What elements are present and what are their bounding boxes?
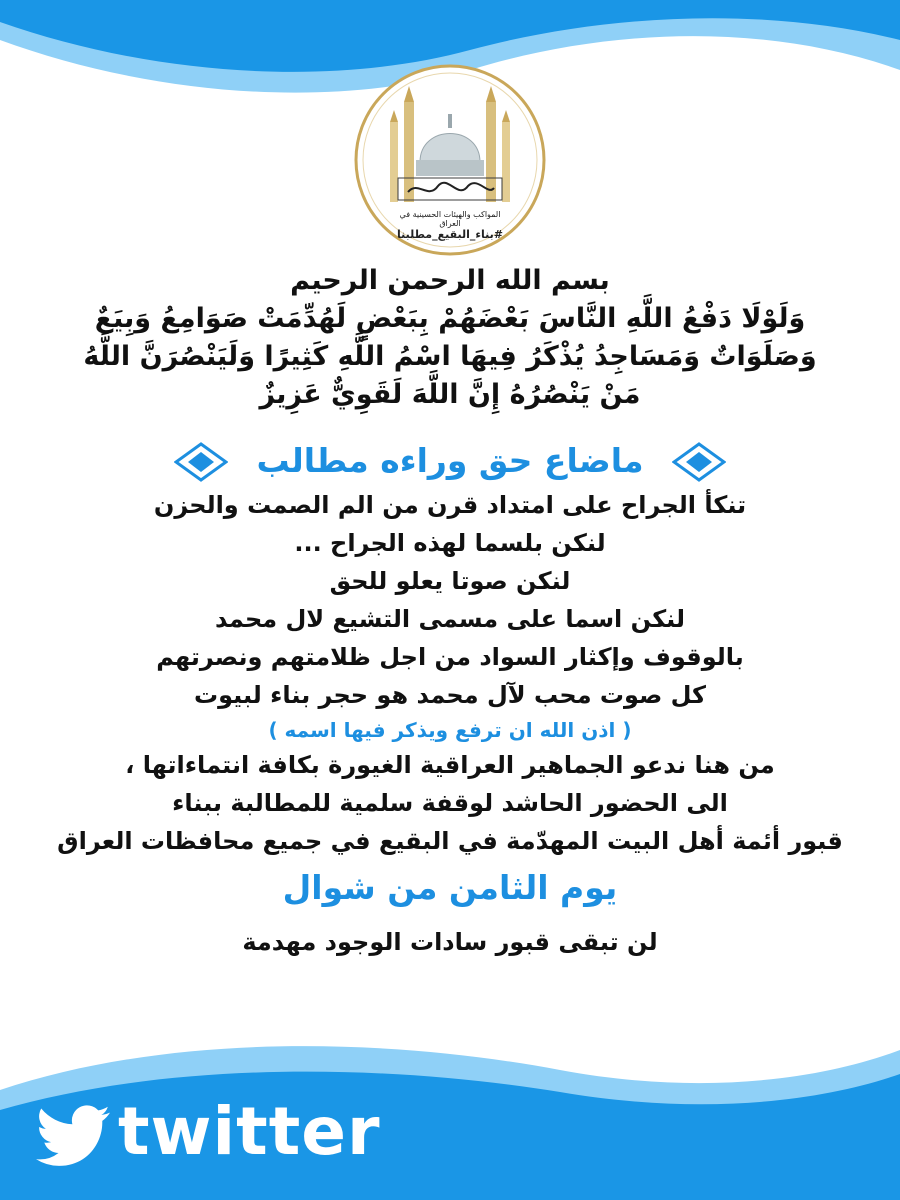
ornament-right-icon <box>672 442 726 482</box>
headline-row <box>20 436 880 486</box>
logo-hashtag: #بناء_البقيع_مطلبنا <box>396 228 504 241</box>
call-line-1: من هنا ندعو الجماهير العراقية الغيورة بكافة انتماءاتها ، <box>125 751 775 779</box>
twitter-bird-icon <box>36 1105 110 1167</box>
quran-quote: ( اذن الله ان ترفع ويذكر فيها اسمه ) <box>268 718 632 742</box>
call-line-3: قبور أئمة أهل البيت المهدّمة في البقيع في جميع محافظات العراق <box>57 827 843 855</box>
body-line-1: تنكأ الجراح على امتداد قرن من الم الصمت والحزن <box>153 491 747 519</box>
logo-caption-line1: المواكب والهيئات الحسينية في العراق <box>399 210 501 228</box>
verse-line-1: وَلَوْلَا دَفْعُ اللَّهِ النَّاسَ بَعْضَهُمْ بِبَعْضٍ لَهُدِّمَتْ صَوَامِعُ وَبِيَعٌ <box>94 303 806 334</box>
body-line-3: لنكن صوتا يعلو للحق <box>329 567 571 595</box>
event-day: يوم الثامن من شوال <box>282 868 618 907</box>
headline: ماضاع حق وراءه مطالب <box>256 441 644 480</box>
verse-line-2: وَصَلَوَاتٌ وَمَسَاجِدُ يُذْكَرُ فِيهَا اسْمُ اللَّهِ كَثِيرًا وَلَيَنْصُرَنَّ اللَّهُ <box>83 341 817 372</box>
closing-line: لن تبقى قبور سادات الوجود مهدمة <box>242 928 658 956</box>
verse-line-3: مَنْ يَنْصُرُهُ إِنَّ اللَّهَ لَقَوِيٌّ عَزِيزٌ <box>259 379 641 410</box>
poster-content <box>20 262 880 962</box>
ornament-left-icon <box>174 442 228 482</box>
call-line-2: الى الحضور الحاشد لوقفة سلمية للمطالبة ببناء <box>172 789 728 817</box>
body-line-5: بالوقوف وإكثار السواد من اجل ظلامتهم ونصرتهم <box>156 643 744 671</box>
basmala: بسم الله الرحمن الرحيم <box>290 265 610 296</box>
body-line-4: لنكن اسما على مسمى التشيع لال محمد <box>214 605 685 633</box>
logo-caption <box>395 210 505 241</box>
body-line-6: كل صوت محب لآل محمد هو حجر بناء لبيوت <box>193 681 706 709</box>
twitter-wordmark: twitter <box>118 1093 381 1170</box>
body-line-2: لنكن بلسما لهذه الجراح ... <box>294 529 606 557</box>
